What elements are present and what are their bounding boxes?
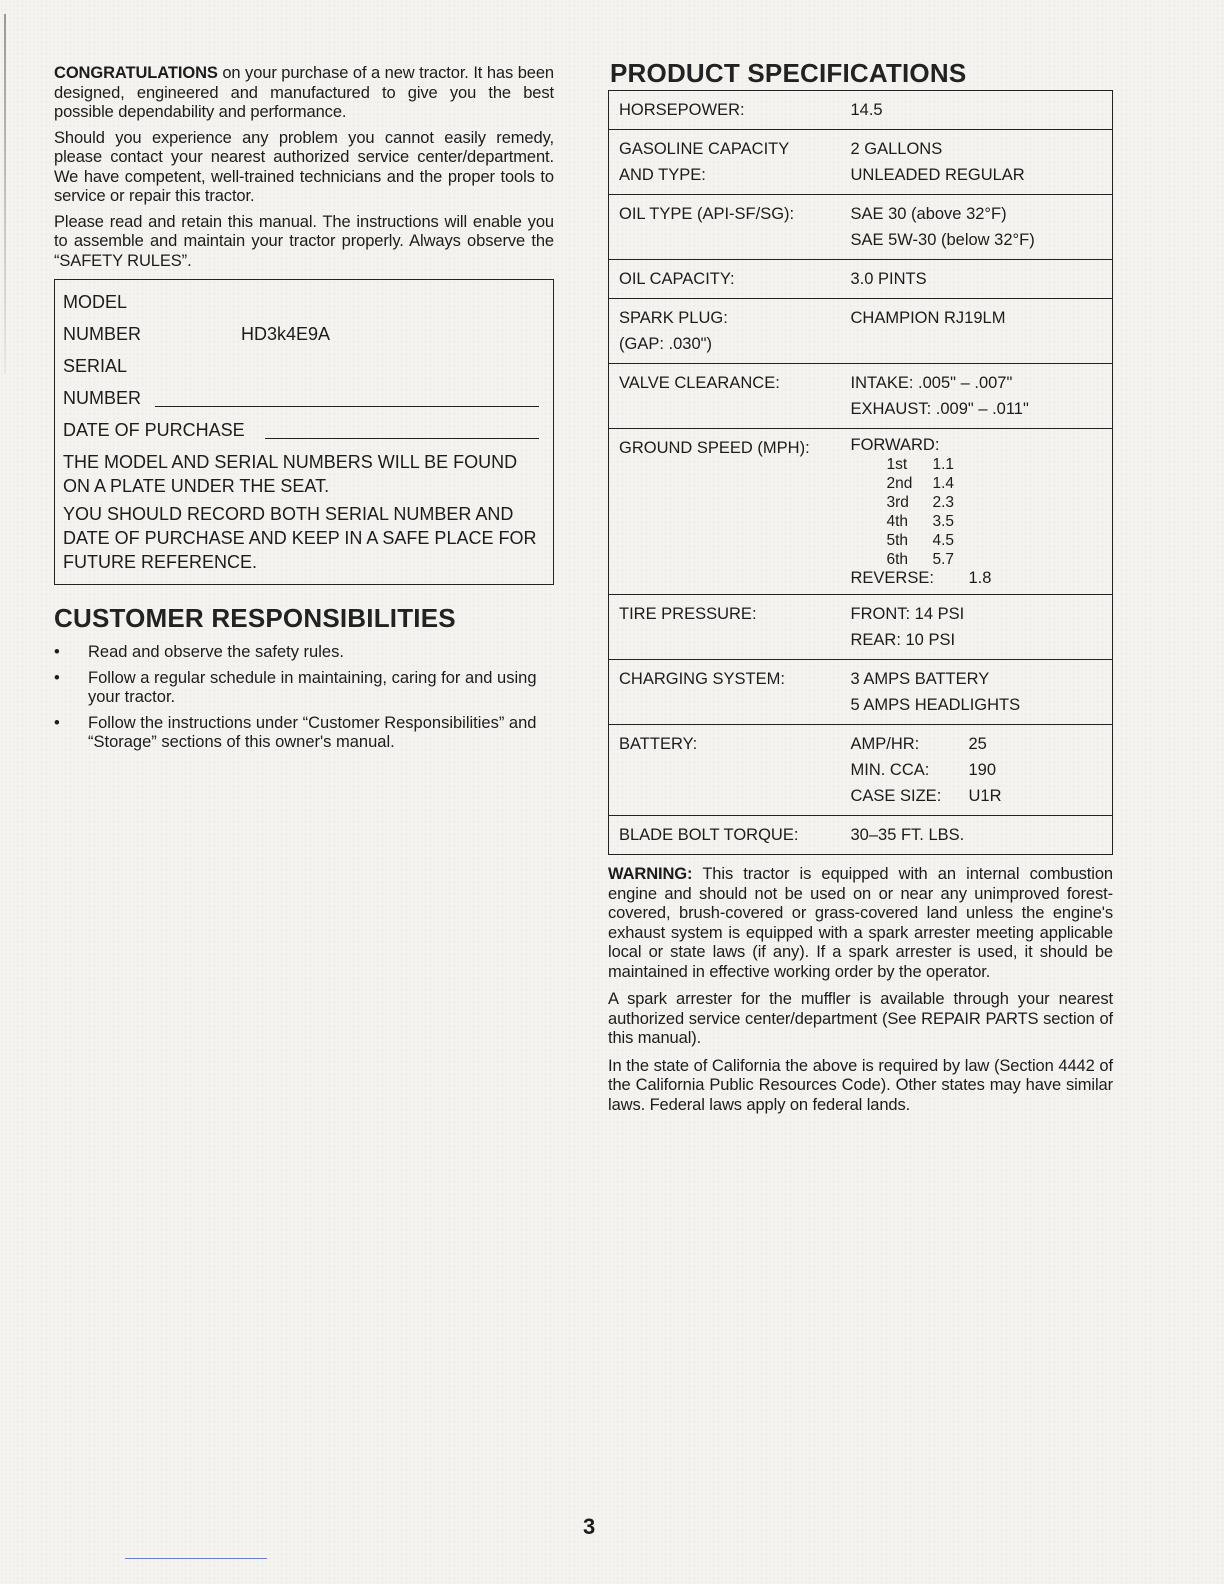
battery-cca-row (851, 757, 1105, 783)
blade-bolt-torque-label: BLADE BOLT TORQUE: (609, 816, 841, 855)
speed-row (851, 455, 1105, 474)
oil-type-value-1: SAE 30 (above 32°F) (850, 205, 1007, 223)
gear-label: 1st (886, 456, 908, 473)
date-of-purchase-blank[interactable] (265, 438, 539, 439)
table-row (609, 429, 1113, 595)
table-row (609, 660, 1113, 725)
bullet-icon: • (54, 669, 60, 687)
case-size-value: U1R (968, 787, 1002, 805)
warning-paragraph-1 (608, 865, 1113, 982)
intro-paragraph-2: Should you experience any problem you cannot easily remedy, please contact your nearest authorized service center/department. We have competent, well-trained technicians and the proper tools to service or repair this tractor. (54, 128, 554, 205)
warning-p1-text: This tractor is equipped with an internal combustion engine and should not be used on or near any unimproved forest-covered, brush-covered or grass-covered land unless the engine's exhaust system is equipped with a spark arrester meeting applicable local or state laws (if any). If a spark arrester is used, it should be maintained in effective working order by the operator. (608, 865, 1113, 981)
model-label: MODEL (63, 292, 128, 312)
bullet-icon: • (54, 643, 60, 661)
valve-exhaust-value: EXHAUST: .009" – .011" (850, 400, 1029, 418)
model-serial-record-box (54, 279, 554, 585)
speed-row (851, 531, 1105, 550)
battery-label: BATTERY: (609, 725, 841, 816)
list-item (54, 669, 554, 707)
oil-type-value (841, 195, 1113, 260)
reverse-row (851, 569, 1105, 588)
list-item-text: Follow a regular schedule in maintaining, caring for and using your tractor. (88, 669, 537, 706)
min-cca-value: 190 (968, 761, 997, 779)
specifications-table (608, 90, 1113, 855)
bullet-icon: • (54, 714, 60, 732)
charging-headlights-value: 5 AMPS HEADLIGHTS (850, 696, 1021, 714)
model-label-line (63, 286, 545, 318)
serial-number-blank[interactable] (155, 406, 539, 407)
oil-capacity-label: OIL CAPACITY: (609, 260, 841, 299)
left-column (54, 64, 554, 759)
oil-capacity-value: 3.0 PINTS (841, 260, 1113, 299)
horsepower-value: 14.5 (841, 91, 1113, 130)
ground-speed-label: GROUND SPEED (MPH): (609, 429, 841, 595)
gear-speed: 5.7 (932, 551, 955, 568)
page-number: 3 (583, 1514, 596, 1539)
min-cca-label: MIN. CCA: (850, 761, 930, 779)
amp-hr-label: AMP/HR: (850, 735, 920, 753)
gear-label: 5th (886, 532, 909, 549)
case-size-label: CASE SIZE: (850, 787, 942, 805)
warning-lead: WARNING: (608, 865, 693, 883)
list-item-text: Follow the instructions under “Customer Responsibilities” and “Storage” sections of this owner's manual. (88, 714, 537, 751)
spark-plug-gap: (GAP: .030") (619, 335, 712, 353)
speed-row (851, 550, 1105, 569)
battery-amp-row (851, 731, 1105, 757)
oil-type-value-2: SAE 5W-30 (below 32°F) (850, 231, 1035, 249)
warning-section (608, 865, 1113, 1115)
model-number-value: HD3k4E9A (241, 324, 331, 344)
model-number-line (63, 318, 545, 350)
valve-clearance-value (841, 364, 1113, 429)
customer-responsibilities-heading: CUSTOMER RESPONSIBILITIES (54, 603, 456, 633)
plate-location-note: THE MODEL AND SERIAL NUMBERS WILL BE FOUND ON A PLATE UNDER THE SEAT. (63, 452, 518, 496)
tire-pressure-label: TIRE PRESSURE: (609, 595, 841, 660)
customer-responsibilities-list (54, 643, 554, 752)
gear-speed: 3.5 (932, 513, 955, 530)
charging-battery-value: 3 AMPS BATTERY (850, 670, 990, 688)
serial-label-line (63, 350, 545, 382)
gear-label: 6th (886, 551, 909, 568)
table-row (609, 130, 1113, 195)
reverse-label: REVERSE: (850, 569, 934, 587)
intro-paragraph-3: Please read and retain this manual. The instructions will enable you to assemble and maintain your tractor properly. Always observe the “SAFETY RULES”. (54, 212, 554, 270)
gasoline-type-value: UNLEADED REGULAR (850, 166, 1025, 184)
product-specifications-heading: PRODUCT SPECIFICATIONS (610, 58, 967, 88)
reverse-speed: 1.8 (968, 569, 992, 587)
scan-edge-mark (4, 14, 6, 374)
table-row (609, 364, 1113, 429)
tire-front-value: FRONT: 14 PSI (850, 605, 965, 623)
table-row (609, 595, 1113, 660)
spark-plug-label-line1: SPARK PLUG: (619, 309, 728, 327)
serial-label: SERIAL (63, 356, 128, 376)
table-row (609, 816, 1113, 855)
gear-speed: 2.3 (932, 494, 955, 511)
blade-bolt-torque-value: 30–35 FT. LBS. (841, 816, 1113, 855)
gear-label: 4th (886, 513, 909, 530)
gasoline-capacity-value: 2 GALLONS (850, 140, 943, 158)
gasoline-value (841, 130, 1113, 195)
warning-paragraph-3: In the state of California the above is required by law (Section 4442 of the California Public Resources Code). Other states may have similar laws. Federal laws apply on federal lands. (608, 1056, 1113, 1114)
table-row (609, 260, 1113, 299)
table-row (609, 91, 1113, 130)
table-row (609, 299, 1113, 364)
gear-speed: 4.5 (932, 532, 955, 549)
model-number-label: NUMBER (63, 324, 142, 344)
battery-case-row (851, 783, 1105, 809)
bottom-rule (125, 1558, 267, 1559)
intro-text (54, 64, 554, 271)
gasoline-label (609, 130, 841, 195)
spark-plug-value: CHAMPION RJ19LM (841, 299, 1113, 364)
table-row (609, 725, 1113, 816)
speed-row (851, 493, 1105, 512)
list-item-text: Read and observe the safety rules. (88, 643, 344, 661)
list-item (54, 643, 554, 662)
oil-type-label: OIL TYPE (API-SF/SG): (609, 195, 841, 260)
charging-system-label: CHARGING SYSTEM: (609, 660, 841, 725)
gear-label: 2nd (886, 475, 913, 492)
gasoline-label-line2: AND TYPE: (619, 166, 706, 184)
gasoline-label-line1: GASOLINE CAPACITY (619, 140, 790, 158)
speed-row (851, 512, 1105, 531)
date-of-purchase-line (63, 414, 545, 446)
amp-hr-value: 25 (968, 735, 987, 753)
intro-p1-rest: on your purchase of a new tractor. It has been designed, engineered and manufactured to give you the best possible dependability and performance. (54, 64, 554, 121)
intro-paragraph-1 (54, 64, 554, 123)
list-item (54, 714, 554, 752)
serial-number-line (63, 382, 545, 414)
spark-plug-label (609, 299, 841, 364)
right-column (608, 58, 1113, 1123)
congratulations-lead: CONGRATULATIONS (54, 64, 218, 82)
horsepower-label: HORSEPOWER: (609, 91, 841, 130)
forward-label: FORWARD: (850, 436, 940, 454)
valve-clearance-label: VALVE CLEARANCE: (609, 364, 841, 429)
table-row (609, 195, 1113, 260)
gear-label: 3rd (886, 494, 909, 511)
ground-speed-value (841, 429, 1113, 595)
battery-value (841, 725, 1113, 816)
record-keeping-note: YOU SHOULD RECORD BOTH SERIAL NUMBER AND DATE OF PURCHASE AND KEEP IN A SAFE PLACE FOR FUTURE REFERENCE. (63, 504, 537, 572)
charging-system-value (841, 660, 1113, 725)
tire-rear-value: REAR: 10 PSI (850, 631, 956, 649)
serial-number-label: NUMBER (63, 388, 142, 408)
date-of-purchase-label: DATE OF PURCHASE (63, 420, 245, 440)
gear-speed: 1.1 (932, 456, 955, 473)
valve-intake-value: INTAKE: .005" – .007" (850, 374, 1013, 392)
gear-speed: 1.4 (932, 475, 955, 492)
warning-paragraph-2: A spark arrester for the muffler is available through your nearest authorized service center/department (See REPAIR PARTS section of this manual). (608, 990, 1113, 1047)
tire-pressure-value (841, 595, 1113, 660)
speed-row (851, 474, 1105, 493)
